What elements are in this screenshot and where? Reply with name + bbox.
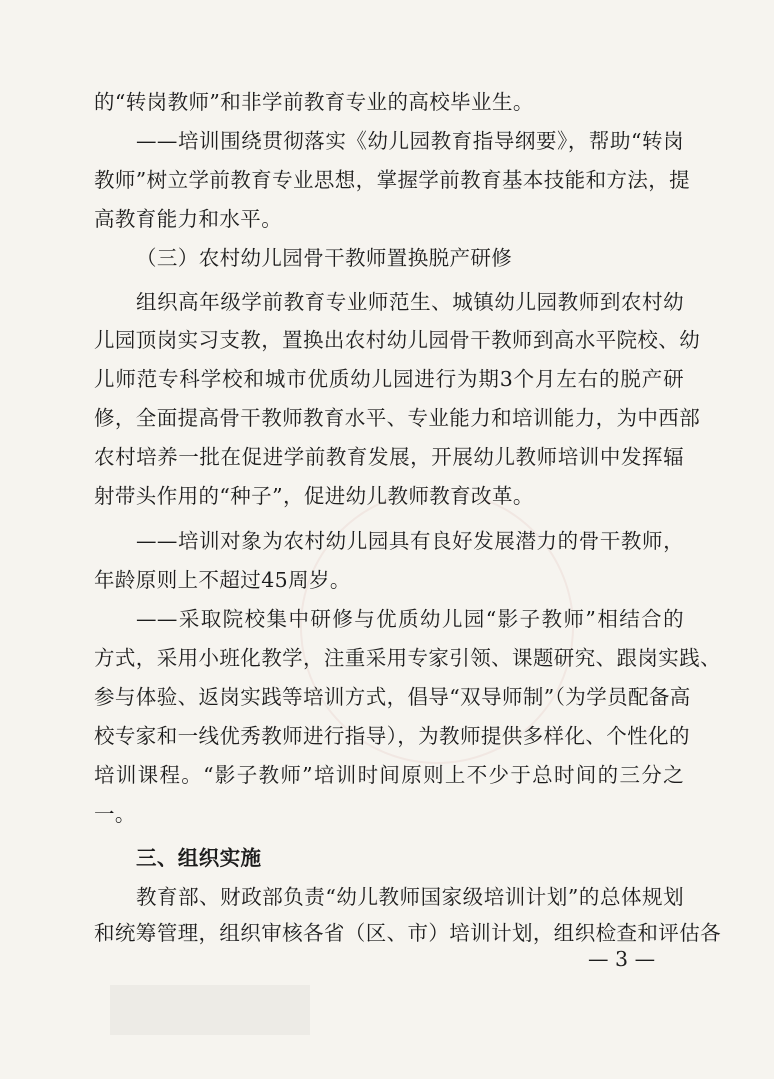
line-18: 培训课程。“影子教师”培训时间原则上不少于总时间的三分之 [94,763,684,787]
line-15: 方式，采用小班化教学，注重采用专家引领、课题研究、跟岗实践、 [94,646,721,670]
section-subheading: （三）农村幼儿园骨干教师置换脱产研修 [136,246,513,270]
section-heading: 三、组织实施 [136,846,262,870]
line-11: 射带头作用的“种子”，促进幼儿教师教育改革。 [94,484,534,508]
line-2: ——培训围绕贯彻落实《幼儿园教育指导纲要》，帮助“转岗 [136,129,684,153]
line-6: 组织高年级学前教育专业师范生、城镇幼儿园教师到农村幼 [136,290,684,314]
line-9: 修，全面提高骨干教师教育水平、专业能力和培训能力，为中西部 [94,406,701,430]
line-13: 年龄原则上不超过45周岁。 [94,568,351,592]
line-1: 的“转岗教师”和非学前教育专业的高校毕业生。 [94,90,534,114]
scan-artifact [110,985,310,1035]
line-16: 参与体验、返岗实践等培训方式，倡导“双导师制”（为学员配备高 [94,685,691,709]
line-8: 儿师范专科学校和城市优质幼儿园进行为期3个月左右的脱产研 [94,367,684,391]
line-14: ——采取院校集中研修与优质幼儿园“影子教师”相结合的 [136,607,684,631]
line-21: 教育部、财政部负责“幼儿教师国家级培训计划”的总体规划 [136,885,684,909]
line-12: ——培训对象为农村幼儿园具有良好发展潜力的骨干教师， [136,529,684,553]
line-3: 教师”树立学前教育专业思想，掌握学前教育基本技能和方法，提 [94,168,691,192]
line-22: 和统筹管理，组织审核各省（区、市）培训计划，组织检查和评估各 [94,921,721,945]
line-4: 高教育能力和水平。 [94,207,283,231]
line-19: 一。 [94,802,136,826]
line-17: 校专家和一线优秀教师进行指导），为教师提供多样化、个性化的 [94,724,690,748]
line-10: 农村培养一批在促进学前教育发展，开展幼儿教师培训中发挥辐 [94,445,684,469]
page-number: — 3 — [588,947,656,971]
line-7: 儿园顶岗实习支教，置换出农村幼儿园骨干教师到高水平院校、幼 [94,328,701,352]
